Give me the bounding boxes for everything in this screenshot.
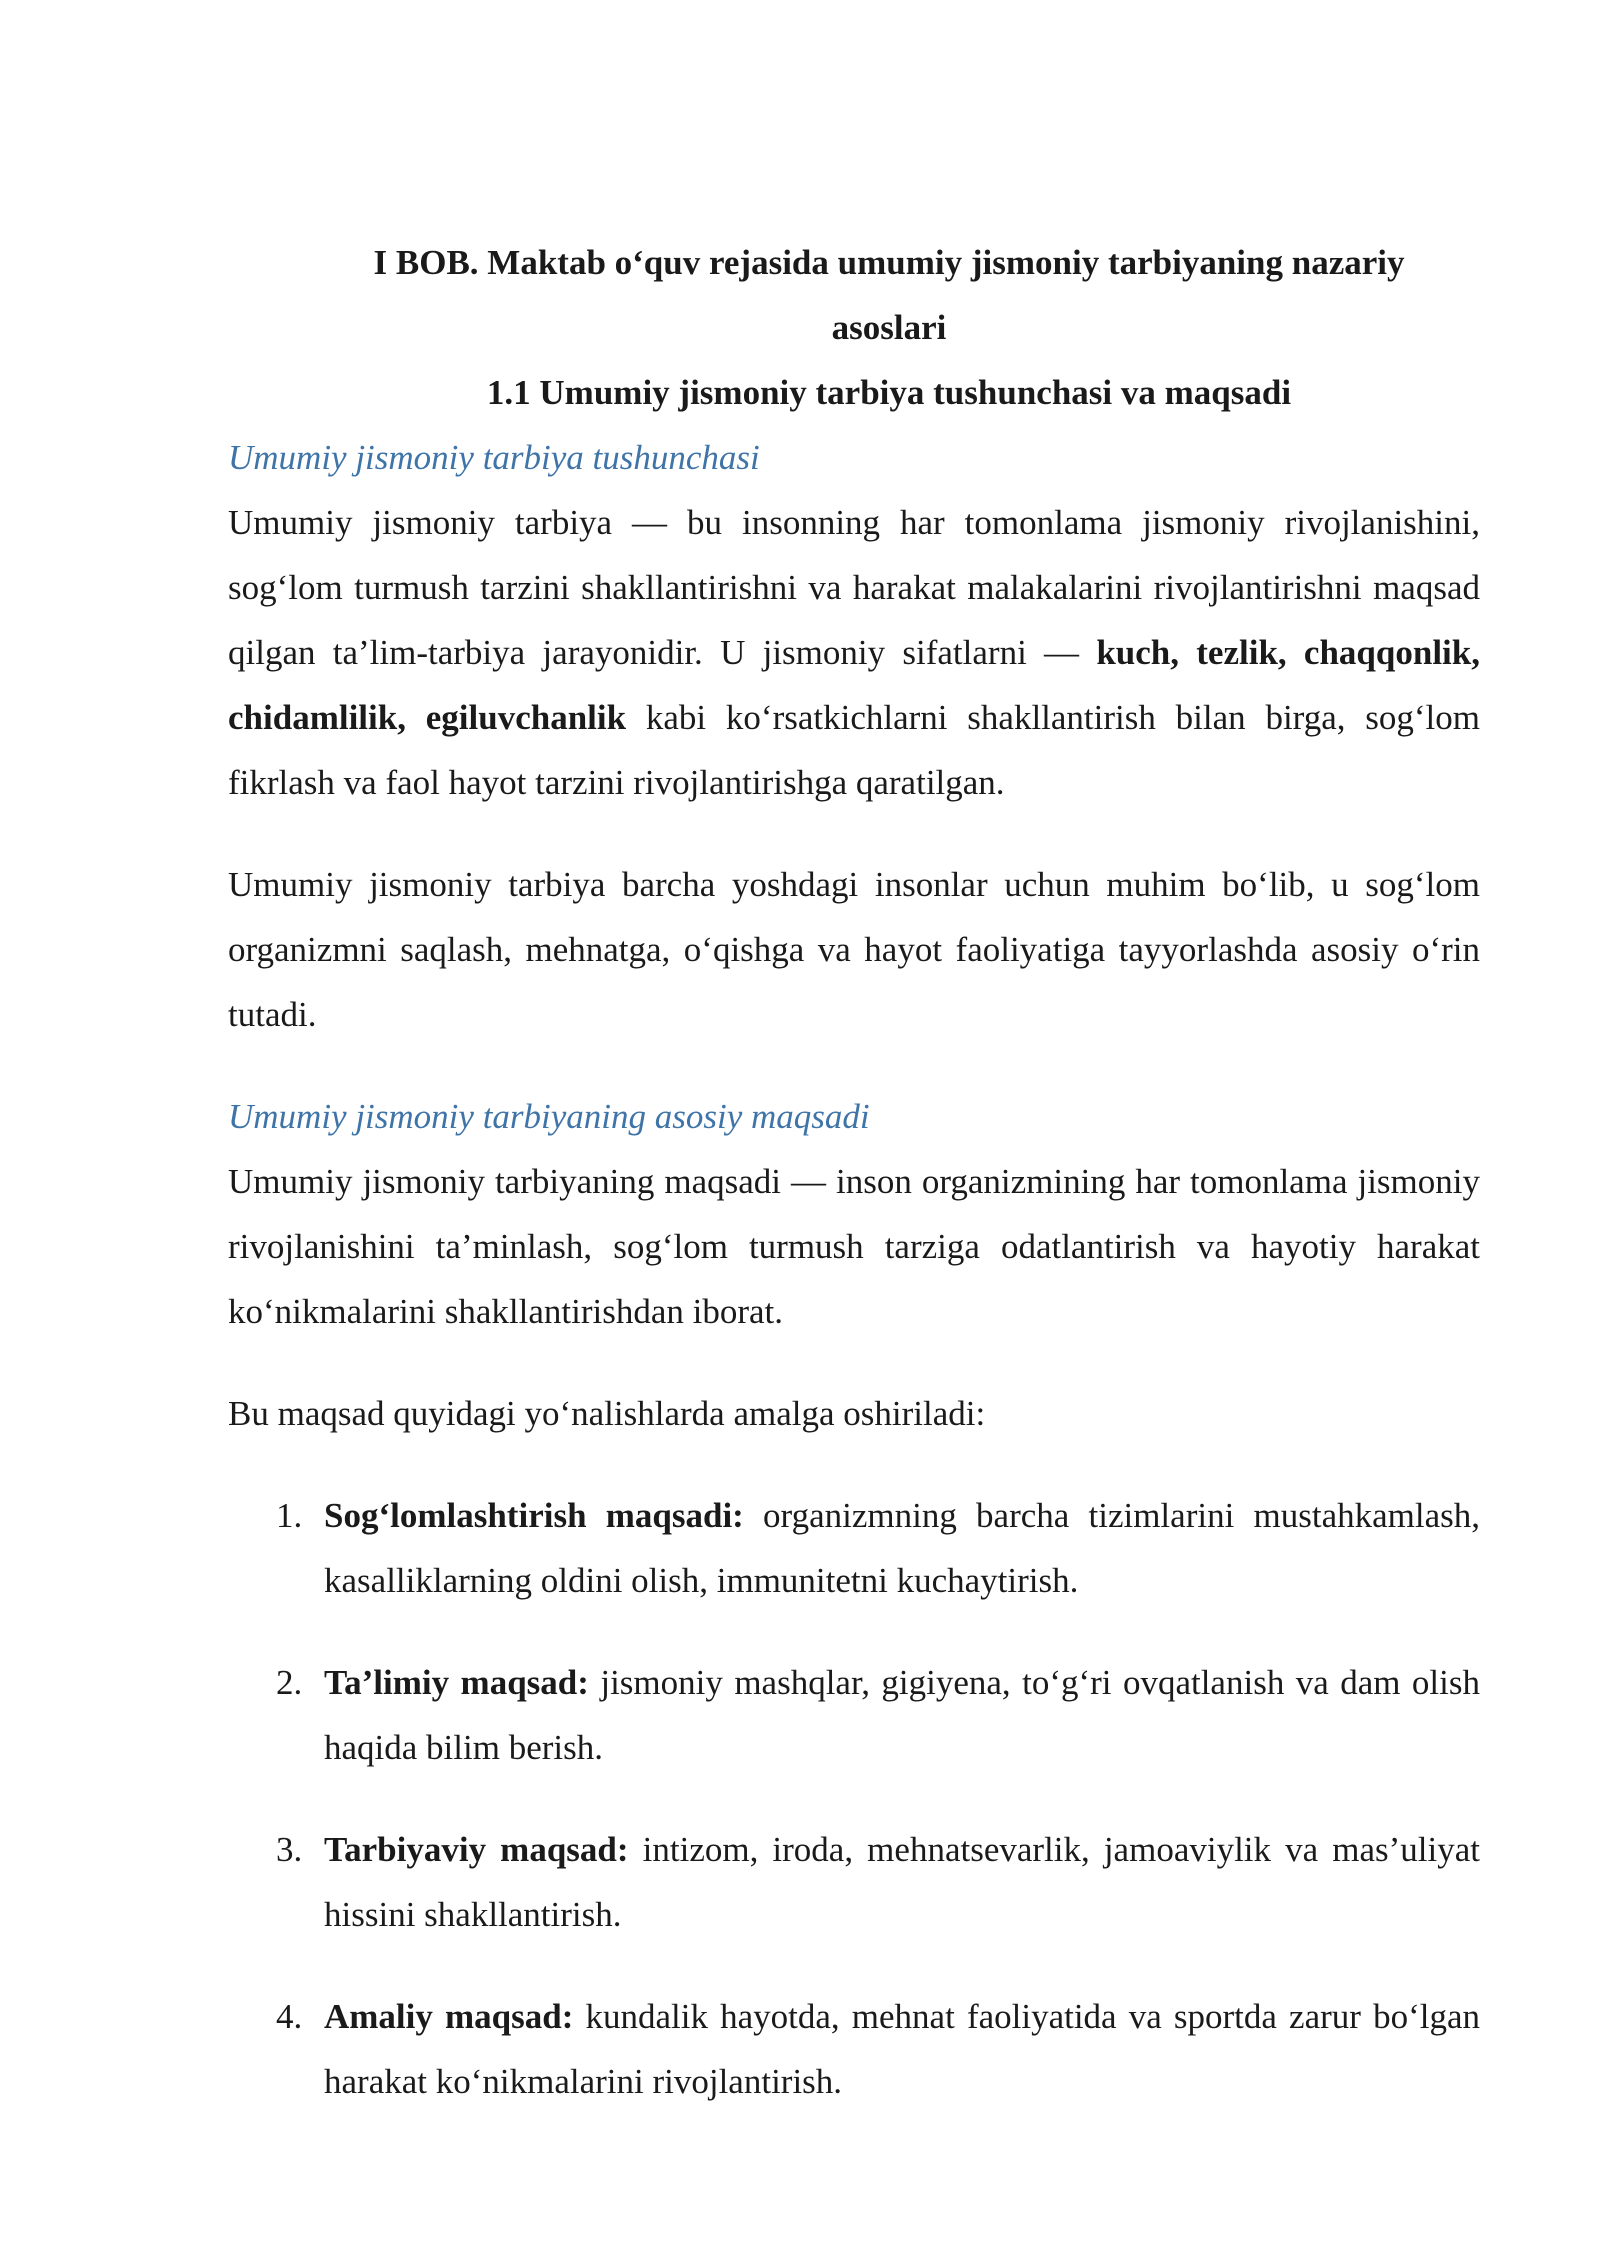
physical-qualities-bold: kuch, tezlik, chaqqonlik, chidamlilik, egiluvchanlik xyxy=(228,633,1480,737)
goal-label: Amaliy maqsad: xyxy=(324,1997,574,2036)
goal-item-4 xyxy=(228,1984,1480,2114)
goal-number: 3. xyxy=(276,1830,303,1869)
goal-item-3 xyxy=(228,1817,1480,1947)
paragraph-importance: Umumiy jismoniy tarbiya barcha yoshdagi insonlar uchun muhim bo‘lib, u sog‘lom organizmni saqlash, mehnatga, o‘qishga va hayot faoliyatiga tayyorlashda asosiy o‘rin tutadi. xyxy=(228,865,1480,1034)
goal-item-1 xyxy=(228,1483,1480,1613)
subheading-concept: Umumiy jismoniy tarbiya tushunchasi xyxy=(228,438,760,477)
goal-label: Sog‘lomlashtirish maqsadi: xyxy=(324,1496,744,1535)
goal-item-2 xyxy=(228,1650,1480,1780)
goal-text: kundalik hayotda, mehnat faoliyatida va sportda zarur bo‘lgan harakat ko‘nikmalarini rivojlantirish. xyxy=(324,1997,1480,2101)
goal-label: Tarbiyaviy maqsad: xyxy=(324,1830,629,1869)
goal-number: 2. xyxy=(276,1663,303,1702)
goal-number: 4. xyxy=(276,1997,303,2036)
chapter-title-line-2: asoslari xyxy=(831,308,947,347)
section-title: 1.1 Umumiy jismoniy tarbiya tushunchasi va maqsadi xyxy=(486,373,1292,412)
goal-text: intizom, iroda, mehnatsevarlik, jamoaviylik va mas’uliyat hissini shakllantirish. xyxy=(324,1830,1480,1934)
goal-text: organizmning barcha tizimlarini mustahkamlash, kasalliklarning oldini olish, immunitetni kuchaytirish. xyxy=(324,1496,1481,1600)
paragraph-definition-text: Umumiy jismoniy tarbiya — bu insonning har tomonlama jismoniy rivojlanishini, sog‘lom turmush tarzini shakllantirishni va harakat malakalarini rivojlantirishni maqsad qilgan ta’lim-tarbiya jarayonidir. U jismoniy sifatlarni — xyxy=(228,503,1480,672)
paragraph-goal: Umumiy jismoniy tarbiyaning maqsadi — inson organizmining har tomonlama jismoniy rivojlanishini ta’minlash, sog‘lom turmush tarziga odatlantirish va hayotiy harakat ko‘nikmalarini shakllantirishdan iborat. xyxy=(228,1162,1480,1331)
paragraph-definition xyxy=(228,490,1480,815)
chapter-title xyxy=(228,230,1480,360)
goals-list xyxy=(228,1483,1480,2114)
goal-label: Ta’limiy maqsad: xyxy=(324,1663,589,1702)
chapter-title-line-1: I BOB. Maktab o‘quv rejasida umumiy jismoniy tarbiyaning nazariy xyxy=(373,243,1405,282)
goal-number: 1. xyxy=(276,1496,303,1535)
paragraph-definition-text-end: kabi ko‘rsatkichlarni shakllantirish bilan birga, sog‘lom fikrlash va faol hayot tarzini rivojlantirishga qaratilgan. xyxy=(228,698,1480,802)
page-content xyxy=(228,230,1480,2151)
paragraph-directions-intro: Bu maqsad quyidagi yo‘nalishlarda amalga oshiriladi: xyxy=(228,1394,986,1433)
goal-text: jismoniy mashqlar, gigiyena, to‘g‘ri ovqatlanish va dam olish haqida bilim berish. xyxy=(324,1663,1480,1767)
subheading-main-goal: Umumiy jismoniy tarbiyaning asosiy maqsadi xyxy=(228,1097,870,1136)
